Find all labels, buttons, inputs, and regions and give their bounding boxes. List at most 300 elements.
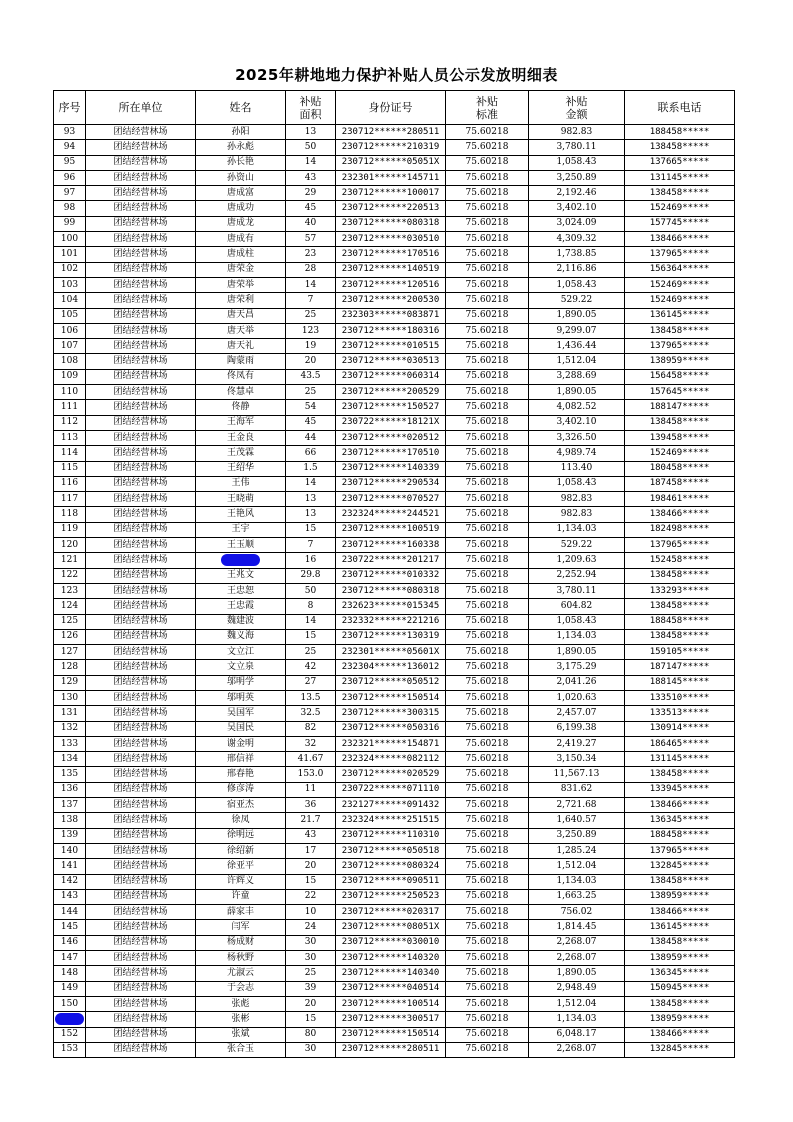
cell-id-number: 230712******200529 xyxy=(336,385,446,400)
cell-name: 张斌 xyxy=(196,1027,286,1042)
cell-amount: 831.62 xyxy=(529,782,625,797)
cell-name: 孙永彪 xyxy=(196,140,286,155)
table-row xyxy=(54,690,735,705)
cell-amount: 3,402.10 xyxy=(529,201,625,216)
cell-unit: 团结经营林场 xyxy=(86,660,196,675)
table-row xyxy=(54,951,735,966)
cell-unit: 团结经营林场 xyxy=(86,385,196,400)
cell-name: 吴国民 xyxy=(196,721,286,736)
cell-id-number: 232324******082112 xyxy=(336,752,446,767)
cell-amount: 1,058.43 xyxy=(529,277,625,292)
cell-amount: 2,948.49 xyxy=(529,981,625,996)
cell-area: 14 xyxy=(286,277,336,292)
cell-phone: 188458***** xyxy=(625,614,735,629)
cell-phone: 152469***** xyxy=(625,201,735,216)
cell-name: 吴国军 xyxy=(196,706,286,721)
cell-area: 14 xyxy=(286,155,336,170)
cell-area: 10 xyxy=(286,905,336,920)
cell-no: 152 xyxy=(54,1027,86,1042)
cell-no: 115 xyxy=(54,461,86,476)
cell-standard: 75.60218 xyxy=(446,125,529,140)
cell-id-number: 230712******100519 xyxy=(336,522,446,537)
table-row xyxy=(54,583,735,598)
cell-name: 许童 xyxy=(196,889,286,904)
cell-id-number: 232304******136012 xyxy=(336,660,446,675)
cell-unit: 团结经营林场 xyxy=(86,690,196,705)
table-row xyxy=(54,889,735,904)
cell-name: 佟凤有 xyxy=(196,369,286,384)
cell-name: 王忠恕 xyxy=(196,583,286,598)
cell-no: 123 xyxy=(54,583,86,598)
cell-amount: 1,640.57 xyxy=(529,813,625,828)
table-row xyxy=(54,216,735,231)
cell-amount: 1,890.05 xyxy=(529,385,625,400)
cell-standard: 75.60218 xyxy=(446,553,529,568)
cell-phone: 156364***** xyxy=(625,262,735,277)
cell-id-number: 230712******05051X xyxy=(336,155,446,170)
cell-no: 114 xyxy=(54,446,86,461)
cell-area: 32.5 xyxy=(286,706,336,721)
table-row xyxy=(54,461,735,476)
cell-no: 150 xyxy=(54,996,86,1011)
cell-area: 39 xyxy=(286,981,336,996)
cell-standard: 75.60218 xyxy=(446,675,529,690)
cell-phone: 138458***** xyxy=(625,140,735,155)
cell-no: 127 xyxy=(54,645,86,660)
cell-name: 唐荣举 xyxy=(196,277,286,292)
table-row xyxy=(54,813,735,828)
cell-no: 106 xyxy=(54,323,86,338)
table-row xyxy=(54,140,735,155)
cell-no: 122 xyxy=(54,568,86,583)
cell-no: 107 xyxy=(54,339,86,354)
cell-name: 唐成柱 xyxy=(196,247,286,262)
table-header-row xyxy=(54,91,735,125)
cell-phone: 130914***** xyxy=(625,721,735,736)
cell-no: 108 xyxy=(54,354,86,369)
cell-id-number: 230712******030510 xyxy=(336,232,446,247)
cell-unit: 团结经营林场 xyxy=(86,706,196,721)
cell-standard: 75.60218 xyxy=(446,476,529,491)
cell-area: 30 xyxy=(286,1042,336,1057)
cell-name: 唐天礼 xyxy=(196,339,286,354)
cell-phone: 180458***** xyxy=(625,461,735,476)
cell-unit: 团结经营林场 xyxy=(86,629,196,644)
table-row xyxy=(54,354,735,369)
cell-amount: 6,048.17 xyxy=(529,1027,625,1042)
cell-unit: 团结经营林场 xyxy=(86,645,196,660)
header-name: 姓名 xyxy=(196,91,286,125)
cell-id-number: 230712******250523 xyxy=(336,889,446,904)
cell-id-number: 230712******090511 xyxy=(336,874,446,889)
cell-name: 唐荣金 xyxy=(196,262,286,277)
cell-no: 124 xyxy=(54,599,86,614)
cell-standard: 75.60218 xyxy=(446,966,529,981)
cell-phone: 186465***** xyxy=(625,736,735,751)
cell-phone: 138466***** xyxy=(625,798,735,813)
cell-amount: 529.22 xyxy=(529,293,625,308)
cell-phone: 132845***** xyxy=(625,859,735,874)
cell-area: 15 xyxy=(286,629,336,644)
cell-amount: 2,721.68 xyxy=(529,798,625,813)
cell-amount: 1,663.25 xyxy=(529,889,625,904)
table-row xyxy=(54,201,735,216)
cell-area: 29.8 xyxy=(286,568,336,583)
cell-area: 13 xyxy=(286,125,336,140)
cell-no: 138 xyxy=(54,813,86,828)
cell-phone: 187147***** xyxy=(625,660,735,675)
cell-no: 140 xyxy=(54,843,86,858)
cell-area: 153.0 xyxy=(286,767,336,782)
cell-name: 陶蒙雨 xyxy=(196,354,286,369)
cell-standard: 75.60218 xyxy=(446,461,529,476)
cell-id-number: 230712******040514 xyxy=(336,981,446,996)
cell-amount: 604.82 xyxy=(529,599,625,614)
cell-phone: 131145***** xyxy=(625,170,735,185)
table-row xyxy=(54,125,735,140)
cell-name: 张彪 xyxy=(196,996,286,1011)
cell-standard: 75.60218 xyxy=(446,874,529,889)
cell-name: 王宇 xyxy=(196,522,286,537)
cell-area: 57 xyxy=(286,232,336,247)
cell-id-number: 230712******140339 xyxy=(336,461,446,476)
cell-area: 20 xyxy=(286,996,336,1011)
cell-area: 13 xyxy=(286,492,336,507)
cell-standard: 75.60218 xyxy=(446,323,529,338)
cell-phone: 138466***** xyxy=(625,232,735,247)
cell-unit: 团结经营林场 xyxy=(86,874,196,889)
header-amount-line2: 金额 xyxy=(565,107,588,121)
cell-unit: 团结经营林场 xyxy=(86,201,196,216)
cell-no: 98 xyxy=(54,201,86,216)
cell-amount: 3,326.50 xyxy=(529,430,625,445)
table-row xyxy=(54,446,735,461)
cell-no: 135 xyxy=(54,767,86,782)
cell-phone: 188147***** xyxy=(625,400,735,415)
cell-standard: 75.60218 xyxy=(446,507,529,522)
cell-phone: 137965***** xyxy=(625,247,735,262)
cell-name: 王晓萌 xyxy=(196,492,286,507)
redaction-mark: 王兆金 xyxy=(221,554,260,566)
cell-name: 邢信祥 xyxy=(196,752,286,767)
cell-phone: 198461***** xyxy=(625,492,735,507)
cell-phone: 152458***** xyxy=(625,553,735,568)
table-row xyxy=(54,553,735,568)
cell-standard: 75.60218 xyxy=(446,736,529,751)
cell-no: 119 xyxy=(54,522,86,537)
header-amount-line1: 补贴 xyxy=(565,94,588,108)
cell-amount: 1,209.63 xyxy=(529,553,625,568)
header-area-line2: 面积 xyxy=(299,107,322,121)
cell-name: 唐成有 xyxy=(196,232,286,247)
cell-standard: 75.60218 xyxy=(446,660,529,675)
cell-id-number: 230712******070527 xyxy=(336,492,446,507)
cell-unit: 团结经营林场 xyxy=(86,675,196,690)
cell-id-number: 230712******220513 xyxy=(336,201,446,216)
cell-name: 邢春艳 xyxy=(196,767,286,782)
cell-amount: 1,285.24 xyxy=(529,843,625,858)
cell-standard: 75.60218 xyxy=(446,828,529,843)
cell-name: 唐天举 xyxy=(196,323,286,338)
cell-phone: 138458***** xyxy=(625,186,735,201)
cell-id-number: 230712******080318 xyxy=(336,216,446,231)
cell-amount: 1,890.05 xyxy=(529,966,625,981)
cell-id-number: 230712******140340 xyxy=(336,966,446,981)
table-row xyxy=(54,736,735,751)
cell-id-number: 230712******030010 xyxy=(336,935,446,950)
table-row xyxy=(54,568,735,583)
cell-name xyxy=(196,553,286,568)
cell-unit: 团结经营林场 xyxy=(86,262,196,277)
cell-area: 123 xyxy=(286,323,336,338)
cell-no: 126 xyxy=(54,629,86,644)
cell-area: 45 xyxy=(286,415,336,430)
cell-standard: 75.60218 xyxy=(446,905,529,920)
cell-unit: 团结经营林场 xyxy=(86,430,196,445)
cell-unit: 团结经营林场 xyxy=(86,232,196,247)
cell-id-number: 230712******08051X xyxy=(336,920,446,935)
cell-name: 徐绍新 xyxy=(196,843,286,858)
cell-standard: 75.60218 xyxy=(446,798,529,813)
cell-unit: 团结经营林场 xyxy=(86,308,196,323)
table-row xyxy=(54,843,735,858)
cell-standard: 75.60218 xyxy=(446,446,529,461)
cell-phone: 138458***** xyxy=(625,935,735,950)
cell-phone: 133513***** xyxy=(625,706,735,721)
table-row xyxy=(54,277,735,292)
cell-no: 146 xyxy=(54,935,86,950)
cell-phone: 138458***** xyxy=(625,415,735,430)
cell-area: 54 xyxy=(286,400,336,415)
cell-standard: 75.60218 xyxy=(446,752,529,767)
cell-no: 102 xyxy=(54,262,86,277)
table-row xyxy=(54,476,735,491)
cell-amount: 1,134.03 xyxy=(529,1012,625,1027)
cell-phone: 152469***** xyxy=(625,277,735,292)
cell-amount: 2,252.94 xyxy=(529,568,625,583)
cell-amount: 1,512.04 xyxy=(529,996,625,1011)
cell-name: 唐天昌 xyxy=(196,308,286,323)
header-id: 身份证号 xyxy=(336,91,446,125)
cell-id-number: 232301******145711 xyxy=(336,170,446,185)
cell-id-number: 232321******154871 xyxy=(336,736,446,751)
cell-area: 22 xyxy=(286,889,336,904)
table-row xyxy=(54,935,735,950)
cell-phone: 132845***** xyxy=(625,1042,735,1057)
cell-standard: 75.60218 xyxy=(446,430,529,445)
cell-standard: 75.60218 xyxy=(446,629,529,644)
cell-name: 尤淑云 xyxy=(196,966,286,981)
cell-unit: 团结经营林场 xyxy=(86,614,196,629)
cell-area: 29 xyxy=(286,186,336,201)
cell-no: 96 xyxy=(54,170,86,185)
table-row xyxy=(54,828,735,843)
cell-name: 徐亚平 xyxy=(196,859,286,874)
cell-id-number: 230712******050518 xyxy=(336,843,446,858)
table-row xyxy=(54,645,735,660)
cell-area: 11 xyxy=(286,782,336,797)
cell-phone: 138466***** xyxy=(625,1027,735,1042)
cell-no: 120 xyxy=(54,538,86,553)
cell-standard: 75.60218 xyxy=(446,339,529,354)
cell-no: 111 xyxy=(54,400,86,415)
cell-name: 文立江 xyxy=(196,645,286,660)
cell-id-number: 230712******080324 xyxy=(336,859,446,874)
cell-no: 145 xyxy=(54,920,86,935)
cell-phone: 138458***** xyxy=(625,996,735,1011)
cell-name: 魏义海 xyxy=(196,629,286,644)
cell-unit: 团结经营林场 xyxy=(86,828,196,843)
cell-phone: 138959***** xyxy=(625,354,735,369)
table-row xyxy=(54,323,735,338)
cell-area: 44 xyxy=(286,430,336,445)
cell-no: 97 xyxy=(54,186,86,201)
cell-area: 24 xyxy=(286,920,336,935)
cell-phone: 152469***** xyxy=(625,293,735,308)
cell-standard: 75.60218 xyxy=(446,645,529,660)
table-row xyxy=(54,415,735,430)
cell-no: 116 xyxy=(54,476,86,491)
cell-unit: 团结经营林场 xyxy=(86,599,196,614)
cell-no: 149 xyxy=(54,981,86,996)
cell-id-number: 230712******050316 xyxy=(336,721,446,736)
cell-area: 19 xyxy=(286,339,336,354)
cell-unit: 团结经营林场 xyxy=(86,277,196,292)
cell-area: 30 xyxy=(286,951,336,966)
cell-no: 118 xyxy=(54,507,86,522)
table-row xyxy=(54,232,735,247)
cell-amount: 1,512.04 xyxy=(529,859,625,874)
cell-area: 36 xyxy=(286,798,336,813)
cell-amount: 1,020.63 xyxy=(529,690,625,705)
cell-no: 121 xyxy=(54,553,86,568)
table-row xyxy=(54,721,735,736)
cell-area: 32 xyxy=(286,736,336,751)
cell-amount: 3,250.89 xyxy=(529,828,625,843)
cell-amount: 1,890.05 xyxy=(529,308,625,323)
cell-id-number: 230722******18121X xyxy=(336,415,446,430)
cell-phone: 138466***** xyxy=(625,507,735,522)
cell-standard: 75.60218 xyxy=(446,308,529,323)
cell-standard: 75.60218 xyxy=(446,170,529,185)
cell-amount: 3,175.29 xyxy=(529,660,625,675)
cell-area: 15 xyxy=(286,874,336,889)
cell-name: 王艳风 xyxy=(196,507,286,522)
cell-no: 103 xyxy=(54,277,86,292)
cell-amount: 1,436.44 xyxy=(529,339,625,354)
table-row xyxy=(54,262,735,277)
cell-unit: 团结经营林场 xyxy=(86,966,196,981)
cell-area: 45 xyxy=(286,201,336,216)
cell-unit: 团结经营林场 xyxy=(86,339,196,354)
cell-id-number: 230712******160338 xyxy=(336,538,446,553)
cell-no: 99 xyxy=(54,216,86,231)
cell-standard: 75.60218 xyxy=(446,920,529,935)
cell-phone: 156458***** xyxy=(625,369,735,384)
cell-name: 唐荣利 xyxy=(196,293,286,308)
cell-unit: 团结经营林场 xyxy=(86,492,196,507)
cell-id-number: 230712******150527 xyxy=(336,400,446,415)
table-row xyxy=(54,522,735,537)
cell-amount: 1,134.03 xyxy=(529,522,625,537)
table-row xyxy=(54,981,735,996)
cell-phone: 159105***** xyxy=(625,645,735,660)
table-row xyxy=(54,155,735,170)
cell-area: 25 xyxy=(286,385,336,400)
table-row xyxy=(54,798,735,813)
subsidy-table xyxy=(53,90,735,1058)
cell-unit: 团结经营林场 xyxy=(86,216,196,231)
cell-unit: 团结经营林场 xyxy=(86,767,196,782)
cell-no: 101 xyxy=(54,247,86,262)
cell-standard: 75.60218 xyxy=(446,981,529,996)
cell-no: 128 xyxy=(54,660,86,675)
table-row xyxy=(54,400,735,415)
cell-amount: 6,199.38 xyxy=(529,721,625,736)
table-row xyxy=(54,782,735,797)
cell-phone: 136345***** xyxy=(625,966,735,981)
cell-name: 王海军 xyxy=(196,415,286,430)
cell-id-number: 230712******210319 xyxy=(336,140,446,155)
cell-area: 43 xyxy=(286,828,336,843)
cell-id-number: 230712******080318 xyxy=(336,583,446,598)
cell-unit: 团结经营林场 xyxy=(86,461,196,476)
cell-no: 130 xyxy=(54,690,86,705)
cell-unit: 团结经营林场 xyxy=(86,140,196,155)
cell-phone: 150945***** xyxy=(625,981,735,996)
cell-phone: 138959***** xyxy=(625,889,735,904)
cell-id-number: 230712******290534 xyxy=(336,476,446,491)
header-area-line1: 补贴 xyxy=(299,94,322,108)
cell-no: 113 xyxy=(54,430,86,445)
cell-id-number: 230712******110310 xyxy=(336,828,446,843)
cell-no: 139 xyxy=(54,828,86,843)
cell-phone: 157645***** xyxy=(625,385,735,400)
cell-amount: 2,116.86 xyxy=(529,262,625,277)
cell-standard: 75.60218 xyxy=(446,706,529,721)
cell-phone: 187458***** xyxy=(625,476,735,491)
header-amount xyxy=(529,91,625,125)
cell-unit: 团结经营林场 xyxy=(86,538,196,553)
cell-amount: 982.83 xyxy=(529,125,625,140)
cell-unit: 团结经营林场 xyxy=(86,951,196,966)
cell-standard: 75.60218 xyxy=(446,935,529,950)
table-row xyxy=(54,767,735,782)
cell-unit: 团结经营林场 xyxy=(86,323,196,338)
cell-amount: 1,890.05 xyxy=(529,645,625,660)
cell-name: 文立泉 xyxy=(196,660,286,675)
cell-unit: 团结经营林场 xyxy=(86,568,196,583)
cell-name: 王玉顺 xyxy=(196,538,286,553)
cell-phone: 182498***** xyxy=(625,522,735,537)
cell-no: 136 xyxy=(54,782,86,797)
table-row xyxy=(54,859,735,874)
cell-unit: 团结经营林场 xyxy=(86,798,196,813)
cell-area: 27 xyxy=(286,675,336,690)
table-row xyxy=(54,996,735,1011)
cell-area: 28 xyxy=(286,262,336,277)
cell-phone: 138959***** xyxy=(625,951,735,966)
table-row xyxy=(54,599,735,614)
cell-name: 王金良 xyxy=(196,430,286,445)
cell-phone: 136145***** xyxy=(625,308,735,323)
cell-phone: 133293***** xyxy=(625,583,735,598)
cell-name: 佟慧卓 xyxy=(196,385,286,400)
cell-name: 薛家丰 xyxy=(196,905,286,920)
cell-no: 93 xyxy=(54,125,86,140)
table-row xyxy=(54,920,735,935)
cell-amount: 4,309.32 xyxy=(529,232,625,247)
